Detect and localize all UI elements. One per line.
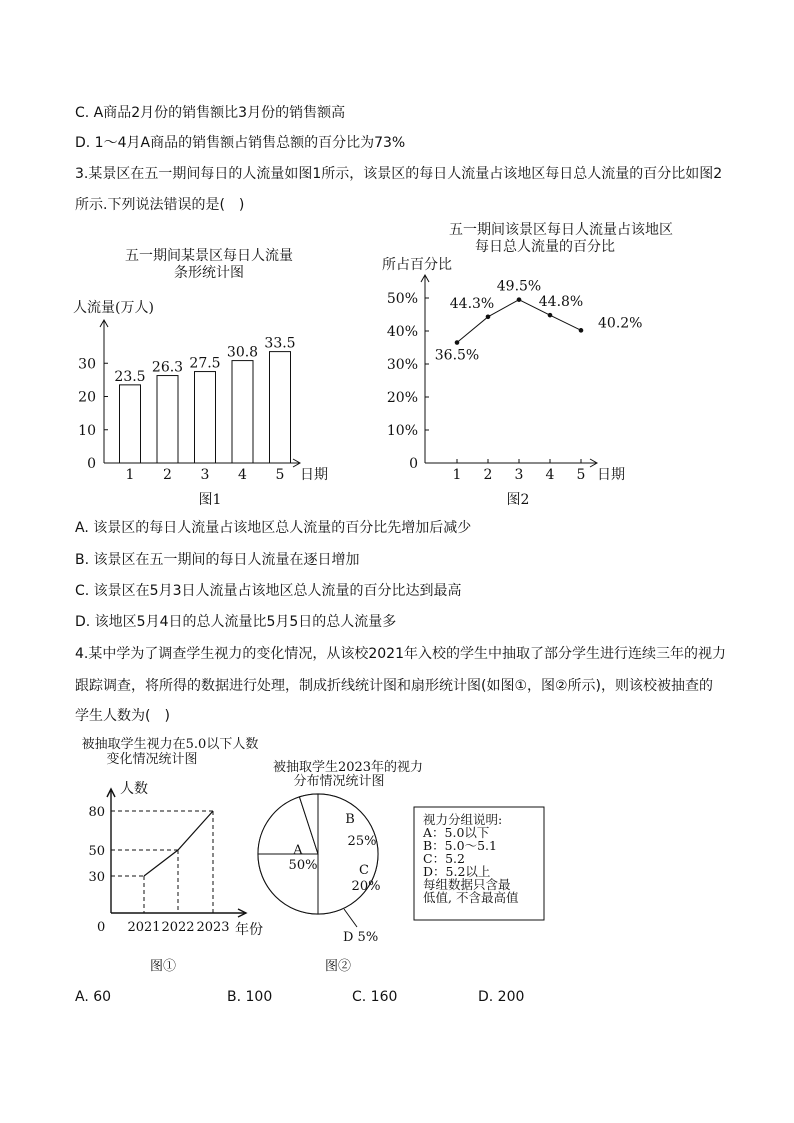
fig2-point	[486, 315, 491, 320]
fig4-slice-percent: 50%	[288, 858, 318, 873]
fig2-point-label: 49.5%	[496, 278, 542, 295]
fig2-ytick-label: 0	[409, 456, 418, 472]
fig1-ytick-label: 10	[78, 422, 96, 439]
fig3-title-line2: 变化情况统计图	[106, 752, 198, 767]
fig4-legend-line: 低值, 不含最高值	[423, 890, 519, 905]
fig1-bar-label: 33.5	[264, 335, 296, 352]
fig4-leader-line	[344, 909, 357, 927]
fig3-ytick-label: 30	[88, 870, 105, 885]
fig3-axes	[88, 789, 246, 935]
fig4-slice-percent: 25%	[347, 834, 377, 849]
fig2-ytick-label: 30%	[386, 357, 418, 373]
fig2-title-line1: 五一期间该景区每日人流量占该地区	[449, 222, 673, 238]
fig1-ylabel: 人流量(万人)	[73, 300, 154, 316]
fig2-point	[579, 328, 584, 333]
fig4-caption: 图②	[324, 959, 352, 974]
fig2-ytick-label: 10%	[386, 423, 418, 439]
fig4-title-line1: 被抽取学生2023年的视力	[272, 760, 424, 775]
fig1-bar	[232, 361, 253, 463]
fig4-legend-line: 每组数据只含最	[423, 877, 511, 892]
fig4-slice-letter: C	[359, 863, 369, 878]
fig2-line	[435, 279, 643, 364]
fig1-bar-label: 27.5	[189, 355, 221, 372]
fig1-xtick-label: 5	[275, 467, 285, 483]
fig4-title-line2: 分布情况统计图	[293, 774, 385, 789]
fig1-xlabel: 日期	[300, 467, 328, 483]
q3-option-c: C. 该景区在5月3日人流量占该地区总人流量的百分比达到最高	[75, 583, 462, 599]
fig1-bar	[195, 372, 216, 463]
fig2-point-label: 44.3%	[449, 295, 495, 312]
fig1-ytick-label: 20	[78, 389, 96, 406]
fig4-slice-letter: A	[293, 843, 303, 858]
fig4-legend-line: A：5.0以下	[423, 825, 490, 840]
fig2-caption: 图2	[506, 492, 530, 508]
fig2-point	[455, 340, 460, 345]
fig1-bar	[270, 352, 291, 463]
fig3-origin: 0	[97, 920, 106, 935]
fig1-xtick-label: 1	[125, 467, 135, 483]
fig1-xtick-label: 2	[163, 467, 172, 483]
fig1-xtick-label: 4	[238, 467, 247, 483]
fig3-fig4-charts	[0, 730, 794, 975]
fig4-legend-line: 视力分组说明:	[423, 812, 503, 827]
fig1-fig2-charts	[0, 220, 794, 510]
fig4-slice-letter: B	[345, 812, 355, 827]
fig1-xtick-label: 3	[200, 467, 210, 483]
fig3-xtick-label: 2023	[196, 920, 230, 935]
fig1-bar-label: 26.3	[151, 359, 184, 376]
fig4-pie	[258, 794, 380, 945]
fig2-title-line2: 每日总人流量的百分比	[475, 239, 615, 255]
fig3-xlabel: 年份	[235, 922, 263, 938]
fig1-ytick-label: 0	[87, 456, 96, 472]
fig1-bar	[120, 385, 141, 463]
fig1-caption: 图1	[198, 492, 222, 508]
fig2-ytick-label: 40%	[386, 324, 418, 340]
fig1-bar	[157, 376, 178, 463]
q4-option-d: D. 200	[478, 989, 525, 1005]
fig3-ytick-label: 50	[88, 844, 105, 859]
fig4-legend-line: B：5.0～5.1	[423, 838, 497, 853]
fig2-xtick-label: 5	[576, 467, 586, 483]
q3-option-a: A. 该景区的每日人流量占该地区总人流量的百分比先增加后减少	[75, 520, 472, 536]
q4-stem-line-3: 学生人数为( )	[75, 708, 170, 724]
fig2-point-label: 44.8%	[538, 294, 584, 311]
fig2-xtick-label: 4	[545, 467, 555, 483]
fig2-point	[548, 313, 553, 318]
q4-stem-line-2: 跟踪调查，将所得的数据进行处理，制成折线统计图和扇形统计图(如图①，图②所示)，则该校被抽查的	[75, 678, 714, 694]
fig1-bar-label: 23.5	[114, 368, 146, 385]
q3-stem-line-1: 3.某景区在五一期间每日的人流量如图1所示，该景区的每日人流量占该地区每日总人流量的百分比如图2	[75, 166, 723, 182]
fig4-slice-percent: 20%	[351, 879, 381, 894]
fig3-ytick-label: 80	[88, 805, 105, 820]
q4-option-c: C. 160	[352, 989, 398, 1005]
q3-option-d: D. 该地区5月4日的总人流量比5月5日的总人流量多	[75, 614, 397, 630]
q3-stem-line-2: 所示.下列说法错误的是( )	[75, 197, 245, 213]
fig4-legend	[422, 812, 519, 905]
fig3-title-line1: 被抽取学生视力在5.0以下人数	[81, 737, 259, 752]
fig3-xtick-label: 2021	[127, 920, 161, 935]
fig2-point-label: 40.2%	[598, 315, 643, 332]
q4-stem-line-1: 4.某中学为了调查学生视力的变化情况，从该校2021年入校的学生中抽取了部分学生进行连续三年的视力	[75, 646, 726, 662]
q2-option-c: C. A商品2月份的销售额比3月份的销售额高	[75, 105, 346, 121]
fig3-caption: 图①	[149, 959, 177, 974]
q2-option-d: D. 1～4月A商品的销售额占销售总额的百分比为73%	[75, 135, 406, 151]
fig2-xtick-label: 2	[483, 467, 493, 483]
fig4-legend-line: C：5.2	[423, 851, 465, 866]
fig1-bars	[114, 336, 295, 463]
fig2-xtick-label: 1	[452, 467, 462, 483]
fig2-ytick-label: 20%	[386, 390, 418, 406]
fig4-legend-line: D：5.2以上	[423, 864, 491, 879]
fig1-ytick-label: 30	[78, 356, 96, 373]
fig1-bar-label: 30.8	[226, 344, 259, 361]
fig2-point-label: 36.5%	[434, 347, 480, 364]
fig2-xlabel: 日期	[597, 467, 625, 483]
q4-option-a: A. 60	[75, 989, 112, 1005]
q4-option-b: B. 100	[227, 989, 273, 1005]
fig2-xtick-label: 3	[514, 467, 524, 483]
fig1-title-line2: 条形统计图	[174, 265, 244, 281]
fig2-point	[517, 297, 522, 302]
fig2-ytick-label: 50%	[386, 291, 418, 307]
fig4-slice-d-label: D 5%	[343, 930, 379, 945]
fig3-ylabel: 人数	[120, 781, 148, 797]
q3-option-b: B. 该景区在五一期间的每日人流量在逐日增加	[75, 552, 360, 568]
fig1-title-line1: 五一期间某景区每日人流量	[125, 248, 293, 264]
fig2-ylabel: 所占百分比	[382, 257, 452, 273]
fig3-xtick-label: 2022	[161, 920, 195, 935]
